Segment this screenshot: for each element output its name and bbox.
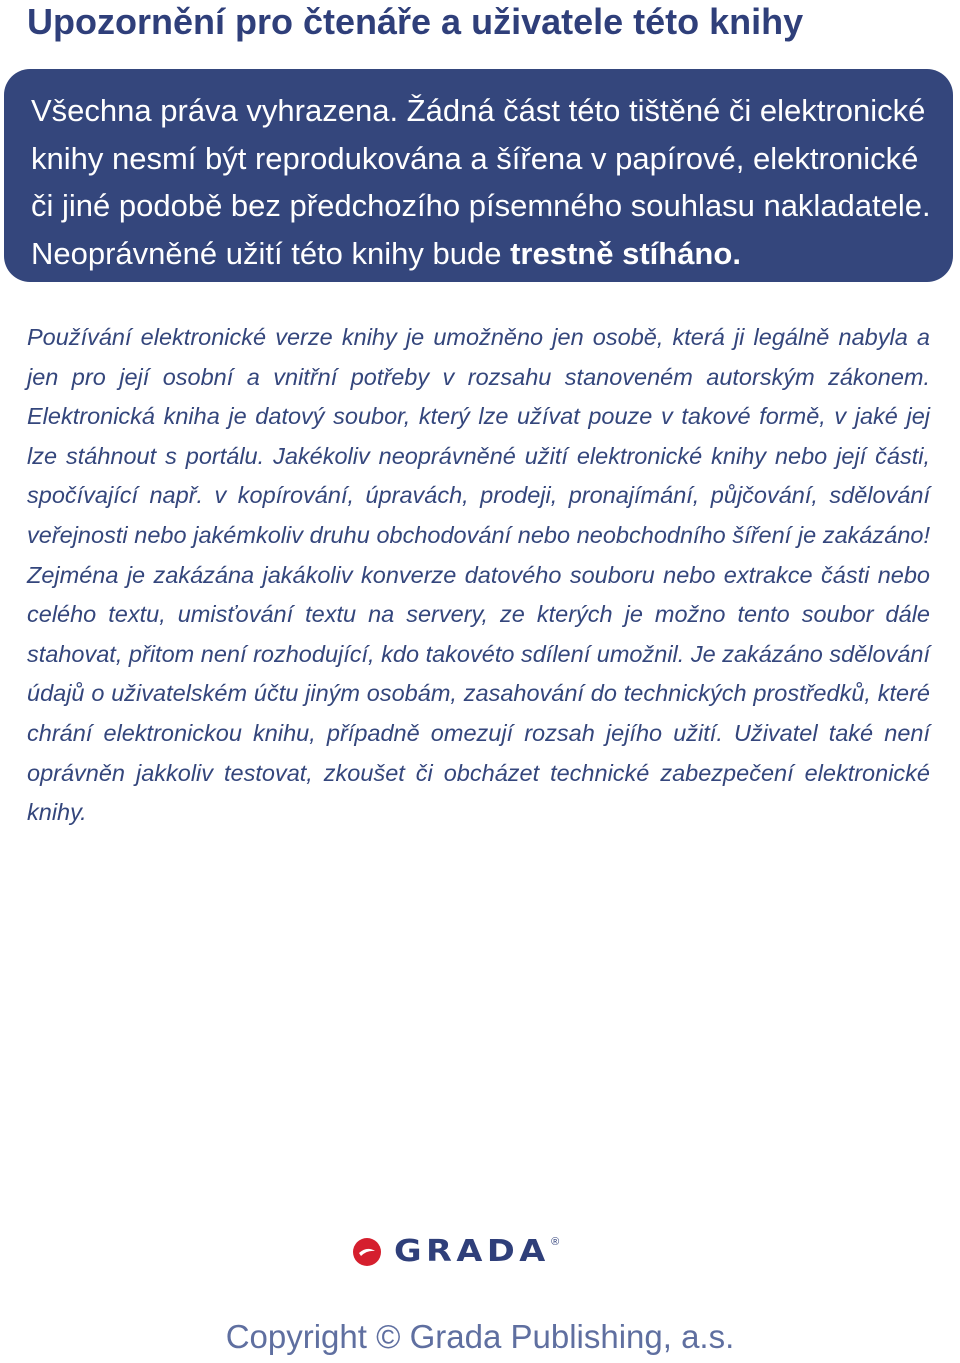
grada-logo-icon (352, 1237, 382, 1267)
registered-mark: ® (551, 1236, 560, 1248)
ebook-usage-terms: Používání elektronické verze knihy je umožněno jen osobě, která ji legálně nabyla a jen pro její osobní a vnitřní potřeby v rozsahu stanoveném autorským zákonem. Elektronická kniha je datový soubor, který lze užívat pouze v takové formě, v jaké jej lze stáhnout s portálu. Jakékoliv neoprávněné užití elektronické knihy nebo její části, spočívající např. v kopírování, úpravách, prodeji, pronajímání, půjčování, sdělování veřejnosti nebo jakémkoliv druhu obchodování nebo neobchodního šíření je zakázáno! Zejména je zakázána jakákoliv konverze datového souboru nebo extrakce části nebo celého textu, umisťování textu na servery, ze kterých je možno tento soubor dále stahovat, přitom není rozhodující, kdo takovéto sdílení umožnil. Je zakázáno sdělování údajů o uživatelském účtu jiným osobám, zasahování do technických prostředků, které chrání elektronickou knihu, případně omezují rozsah jejího užití. Uživatel také není oprávněn jakkoliv testovat, zkoušet či obcházet technické zabezpečení elektronické knihy. (27, 324, 930, 826)
rights-notice-text (31, 87, 933, 277)
page-title: Upozornění pro čtenáře a uživatele této knihy (27, 1, 804, 42)
rights-notice-emphasis: trestně stíháno (510, 235, 733, 271)
rights-notice-end: . (732, 235, 741, 271)
grada-logo-wordmark: GRADA (394, 1234, 550, 1269)
grada-logo (352, 1234, 612, 1270)
copyright-line: Copyright © Grada Publishing, a.s. (225, 1318, 735, 1355)
rights-notice-main: Všechna práva vyhrazena. Žádná část této tištěné či elektronické knihy nesmí být reprodukována a šířena v papírové, elektronické či jiné podobě bez předchozího písemného souhlasu nakladatele. Neoprávněné užití této knihy bude (31, 93, 931, 271)
rights-notice-box (4, 69, 953, 282)
